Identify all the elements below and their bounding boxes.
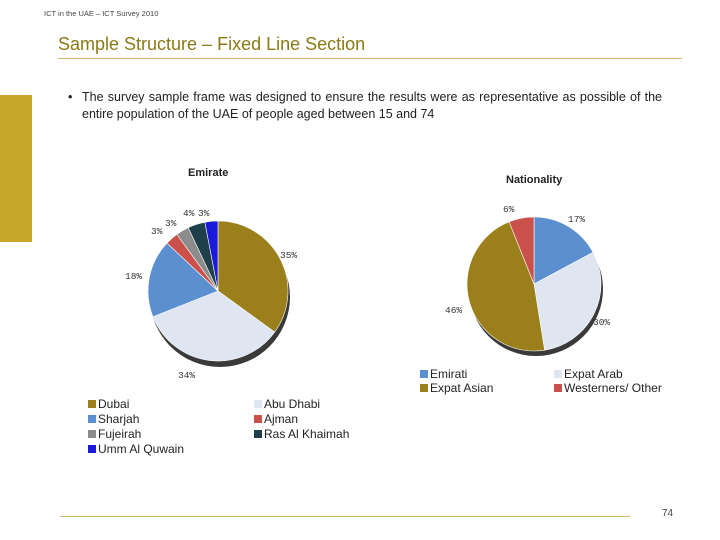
footer-divider — [60, 516, 630, 517]
emirate-label-abu-dhabi: 34% — [178, 370, 196, 381]
emirate-legend-swatch — [254, 415, 262, 423]
nationality-legend-label: Expat Asian — [430, 381, 494, 395]
nationality-legend-label: Expat Arab — [564, 367, 623, 381]
emirate-legend-item-umm-al-quwain — [88, 442, 184, 456]
nationality-legend-swatch — [554, 370, 562, 378]
emirate-legend-label: Fujeirah — [98, 427, 142, 441]
emirate-label-ajman: 3% — [165, 218, 177, 229]
emirate-legend-swatch — [88, 415, 96, 423]
nationality-legend-item-westerners-other — [554, 381, 662, 395]
nationality-label-emirati: 6% — [503, 204, 515, 215]
nationality-label-westerners-other: 30% — [593, 317, 611, 328]
emirate-label-dubai: 35% — [280, 250, 298, 261]
report-source-header: ICT in the UAE – ICT Survey 2010 — [44, 9, 159, 18]
nationality-legend-label: Emirati — [430, 367, 468, 381]
emirate-label-ras-al-khaimah: 4% — [183, 208, 195, 219]
emirate-legend-item-sharjah — [88, 412, 139, 426]
emirate-legend-label: Dubai — [98, 397, 130, 411]
nationality-chart-title: Nationality — [506, 174, 563, 186]
nationality-legend-label: Westerners/ Other — [564, 381, 662, 395]
emirate-label-umm-al-quwain: 3% — [198, 208, 210, 219]
emirate-legend-swatch — [88, 430, 96, 438]
bullet-text: The survey sample frame was designed to ensure the results were as representative as possible of the entire population of the UAE of people aged between 15 and 74 — [82, 90, 662, 121]
emirate-legend-item-dubai — [88, 397, 129, 411]
emirate-legend-swatch — [254, 400, 262, 408]
emirate-legend-swatch — [88, 400, 96, 408]
emirate-legend-item-fujeirah — [88, 427, 141, 441]
emirate-legend-label: Ras Al Khaimah — [264, 427, 350, 441]
nationality-pie — [445, 204, 610, 356]
nationality-legend-item-expat-arab — [554, 367, 623, 381]
emirate-legend-swatch — [88, 445, 96, 453]
emirate-legend-item-abu-dhabi — [254, 397, 320, 411]
emirate-legend-item-ajman — [254, 412, 298, 426]
emirate-legend-label: Umm Al Quwain — [98, 442, 185, 456]
emirate-legend-swatch — [254, 430, 262, 438]
nationality-legend-swatch — [420, 384, 428, 392]
emirate-chart-title: Emirate — [188, 167, 229, 179]
nationality-legend-item-emirati — [420, 367, 467, 381]
page-title: Sample Structure – Fixed Line Section — [58, 34, 366, 54]
emirate-legend-label: Ajman — [264, 412, 299, 426]
nationality-legend-swatch — [554, 384, 562, 392]
emirate-legend-label: Abu Dhabi — [264, 397, 321, 411]
page-number: 74 — [662, 508, 674, 519]
bullet-icon: • — [68, 90, 73, 104]
emirate-pie — [125, 208, 297, 381]
nationality-legend-item-expat-asian — [420, 381, 493, 395]
emirate-label-fujeirah: 3% — [151, 226, 163, 237]
emirate-legend-label: Sharjah — [98, 412, 140, 426]
nationality-label-expat-arab: 17% — [568, 214, 586, 225]
emirate-label-sharjah: 18% — [125, 271, 143, 282]
nationality-legend-swatch — [420, 370, 428, 378]
nationality-label-expat-asian: 46% — [445, 305, 463, 316]
emirate-legend-item-ras-al-khaimah — [254, 427, 349, 441]
